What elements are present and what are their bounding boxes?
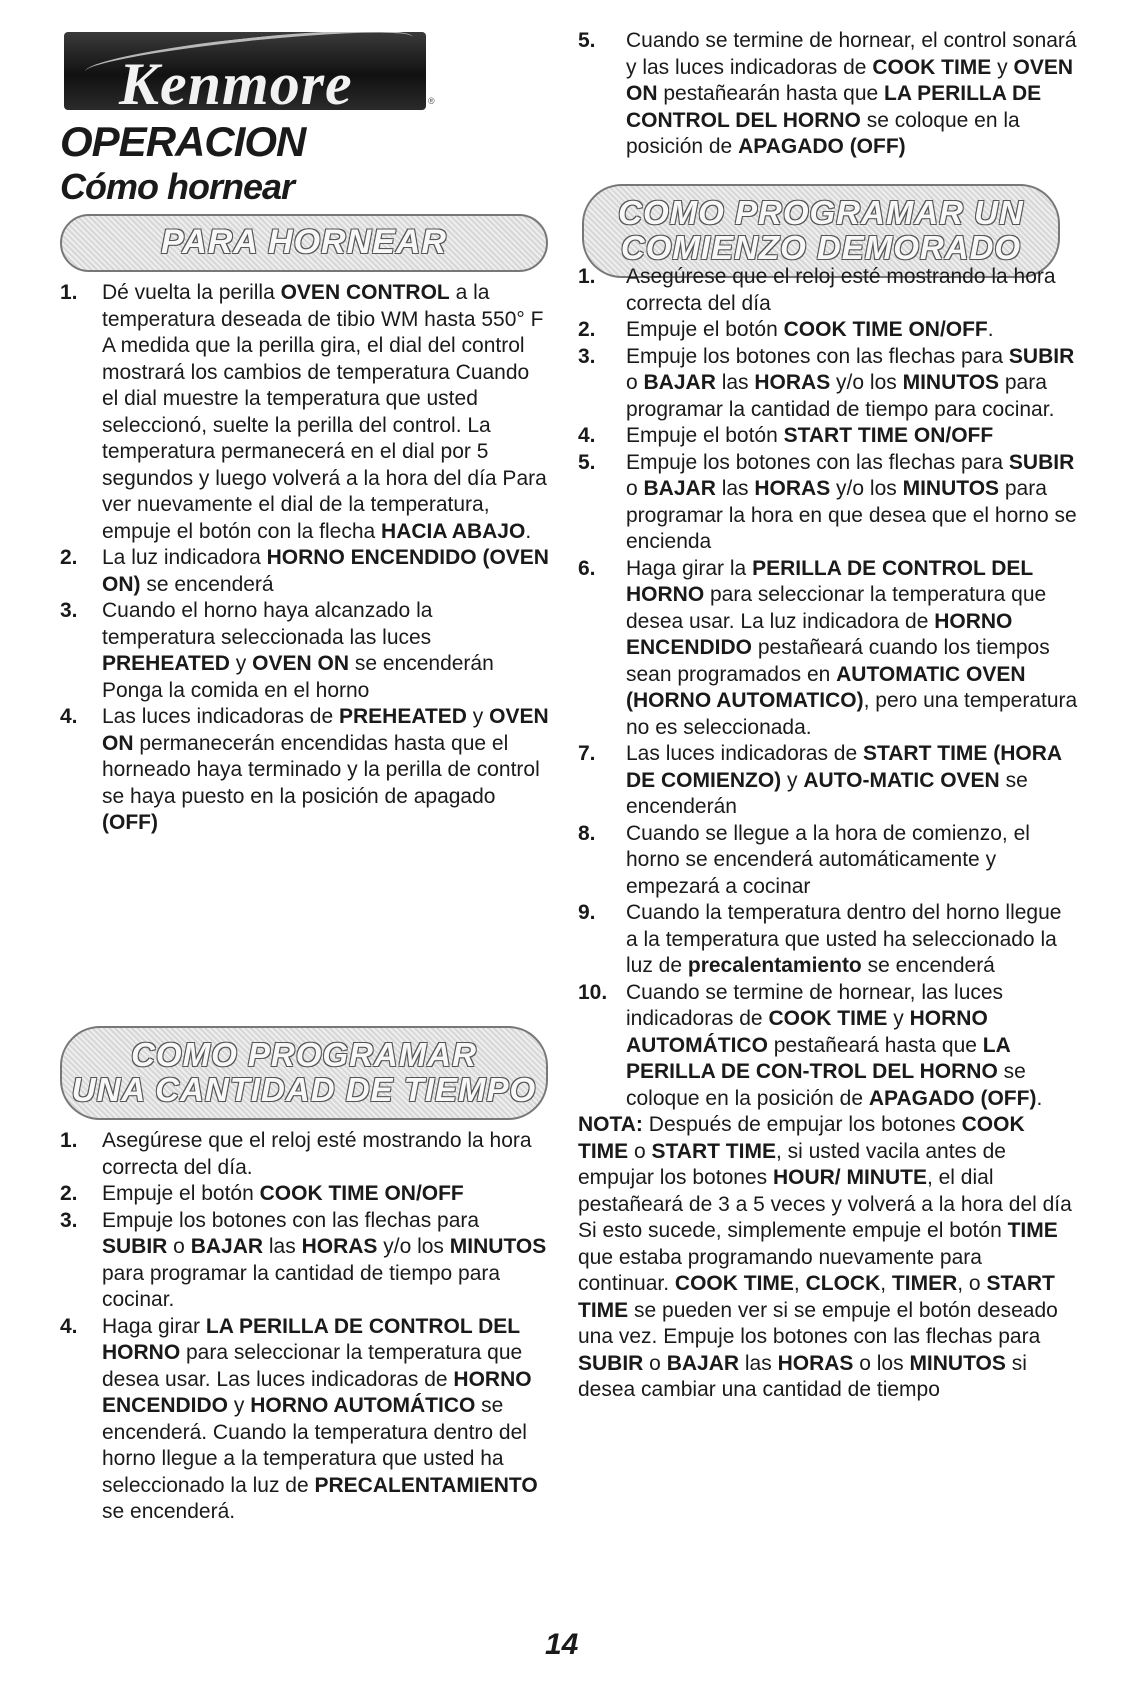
step-text: La luz indicadora HORNO ENCENDIDO (OVEN ON) se encenderá bbox=[102, 546, 549, 596]
step-number: 10. bbox=[578, 980, 608, 1004]
cook-time-steps-cont bbox=[578, 28, 1078, 161]
step-number: 8. bbox=[578, 821, 596, 845]
step-number: 3. bbox=[60, 599, 78, 622]
kenmore-logo bbox=[64, 32, 426, 110]
list-item bbox=[578, 900, 1078, 980]
list-item bbox=[578, 821, 1078, 901]
list-item bbox=[578, 450, 1078, 556]
cook-time-steps-container bbox=[60, 1128, 550, 1526]
cook-time-steps-cont-container bbox=[578, 28, 1078, 161]
banner-text: PARA HORNEAR bbox=[161, 223, 447, 262]
step-text: Cuando el horno haya alcanzado la temperatura seleccionada las luces PREHEATED y OVEN ON se encenderán Ponga la comida en el horno bbox=[102, 599, 494, 702]
list-item bbox=[578, 264, 1078, 317]
step-number: 4. bbox=[60, 705, 78, 728]
step-number: 3. bbox=[578, 344, 596, 368]
step-text: Empuje el botón START TIME ON/OFF bbox=[626, 424, 994, 447]
step-number: 1. bbox=[578, 265, 596, 288]
note-paragraph: NOTA: Después de empujar los botones COOK TIME o START TIME, si usted vacila antes de empujar los botones HOUR/ MINUTE, el dial pestañeará de 3 a 5 veces y volverá a la hora del día Si esto sucede, simplemente empuje el botón TIME que estaba programando nuevamente para continuar. COOK TIME, CLOCK, TIMER, o START TIME se pueden ver si se empuje el botón deseado una vez. Empuje los botones con las flechas para SUBIR o BAJAR las HORAS o los MINUTOS si desea cambiar una cantidad de tiempo bbox=[578, 1113, 1072, 1401]
step-number: 5. bbox=[578, 450, 596, 474]
list-item bbox=[60, 598, 550, 704]
list-item bbox=[578, 556, 1078, 742]
step-text: Las luces indicadoras de PREHEATED y OVEN ON permanecerán encendidas hasta que el horneado haya terminado y la perilla de control se haya puesto en la posición de apagado (OFF) bbox=[102, 705, 549, 834]
list-item bbox=[60, 1314, 550, 1526]
step-number: 5. bbox=[578, 29, 596, 52]
list-item bbox=[578, 317, 1078, 344]
cook-time-steps bbox=[60, 1128, 550, 1526]
banner-text: COMIENZO DEMORADO bbox=[620, 229, 1022, 266]
step-text: Cuando se llegue a la hora de comienzo, el horno se encenderá automáticamente y empezará a cocinar bbox=[626, 821, 1030, 898]
list-item bbox=[60, 1208, 550, 1314]
banner-text: COMO PROGRAMAR UN bbox=[618, 194, 1024, 232]
page-subtitle: Cómo hornear bbox=[60, 166, 295, 207]
step-number: 7. bbox=[578, 742, 596, 765]
step-number: 9. bbox=[578, 901, 596, 924]
list-item bbox=[60, 1181, 550, 1208]
step-text: Las luces indicadoras de START TIME (HORA DE COMIENZO) y AUTO-MATIC OVEN se encenderán bbox=[626, 742, 1062, 818]
step-number: 4. bbox=[60, 1314, 78, 1338]
step-text: Cuando se termine de hornear, las luces indicadoras de COOK TIME y HORNO AUTOMÁTICO pestañeará hasta que LA PERILLA DE CON-TROL DEL HORNO se coloque en la posición de APAGADO (OFF). bbox=[626, 980, 1043, 1110]
section-banner-bake bbox=[60, 214, 548, 272]
logo-text: Kenmore bbox=[119, 51, 353, 110]
step-text: Cuando la temperatura dentro del horno llegue a la temperatura que usted ha seleccionado la luz de precalentamiento se encenderá bbox=[626, 901, 1062, 977]
step-number: 2. bbox=[60, 546, 78, 569]
step-text: Empuje el botón COOK TIME ON/OFF. bbox=[626, 318, 994, 341]
step-text: Haga girar LA PERILLA DE CONTROL DEL HORNO para seleccionar la temperatura que desea usar. Las luces indicadoras de HORNO ENCENDIDO y HORNO AUTOMÁTICO se encenderá. Cuando la temperatura dentro del horno llegue a la temperatura que usted ha seleccionado la luz de PRECALENTAMIENTO se encenderá. bbox=[102, 1314, 538, 1523]
list-item bbox=[578, 344, 1078, 424]
list-item bbox=[578, 980, 1078, 1113]
step-text: Cuando se termine de hornear, el control sonará y las luces indicadoras de COOK TIME y OVEN ON pestañearán hasta que LA PERILLA DE CONTROL DEL HORNO se coloque en la posición de APAGADO (OFF) bbox=[626, 29, 1077, 158]
step-text: Empuje los botones con las flechas para SUBIR o BAJAR las HORAS y/o los MINUTOS para programar la cantidad de tiempo para cocinar. bbox=[626, 344, 1075, 421]
step-number: 4. bbox=[578, 424, 596, 447]
delay-start-container bbox=[578, 264, 1078, 1404]
step-text: Dé vuelta la perilla OVEN CONTROL a la temperatura deseada de tibio WM hasta 550° F A medida que la perilla gira, el dial del control mostrará los cambios de temperatura Cuando el dial muestre la temperatura que usted seleccionó, suelte la perilla del control. La temperatura permanecerá en el dial por 5 segundos y luego volverá a la hora del día Para ver nuevamente el dial de la temperatura, empuje el botón con la flecha HACIA ABAJO. bbox=[102, 281, 547, 543]
bake-steps-container bbox=[60, 280, 550, 837]
step-text: Empuje el botón COOK TIME ON/OFF bbox=[102, 1182, 464, 1205]
step-text: Haga girar la PERILLA DE CONTROL DEL HORNO para seleccionar la temperatura que desea usar. La luz indicadora de HORNO ENCENDIDO pestañeará cuando los tiempos sean programados en AUTOMATIC OVEN (HORNO AUTOMATICO), pero una temperatura no es seleccionada. bbox=[626, 556, 1078, 739]
step-number: 3. bbox=[60, 1208, 78, 1232]
delay-start-steps bbox=[578, 264, 1078, 1112]
step-text: Asegúrese que el reloj esté mostrando la hora correcta del día bbox=[626, 265, 1056, 315]
registered-mark: ® bbox=[428, 96, 435, 106]
banner-text: COMO PROGRAMAR bbox=[131, 1036, 477, 1074]
step-number: 2. bbox=[60, 1182, 78, 1205]
step-text: Empuje los botones con las flechas para SUBIR o BAJAR las HORAS y/o los MINUTOS para programar la hora en que desea que el horno se encienda bbox=[626, 450, 1077, 553]
banner-text: UNA CANTIDAD DE TIEMPO bbox=[71, 1071, 537, 1108]
step-number: 2. bbox=[578, 318, 596, 341]
step-text: Asegúrese que el reloj esté mostrando la hora correcta del día. bbox=[102, 1129, 532, 1179]
page-number: 14 bbox=[545, 1628, 579, 1661]
list-item bbox=[60, 1128, 550, 1181]
list-item bbox=[578, 423, 1078, 450]
list-item bbox=[60, 280, 550, 545]
step-number: 6. bbox=[578, 556, 596, 580]
section-banner-cook-time bbox=[60, 1026, 548, 1120]
list-item bbox=[60, 545, 550, 598]
list-item bbox=[60, 704, 550, 837]
step-number: 1. bbox=[60, 281, 78, 304]
bake-steps bbox=[60, 280, 550, 837]
step-text: Empuje los botones con las flechas para SUBIR o BAJAR las HORAS y/o los MINUTOS para programar la cantidad de tiempo para cocinar. bbox=[102, 1208, 547, 1311]
step-number: 1. bbox=[60, 1129, 78, 1152]
list-item bbox=[578, 28, 1078, 161]
page-title: OPERACION bbox=[60, 118, 306, 165]
list-item bbox=[578, 741, 1078, 821]
